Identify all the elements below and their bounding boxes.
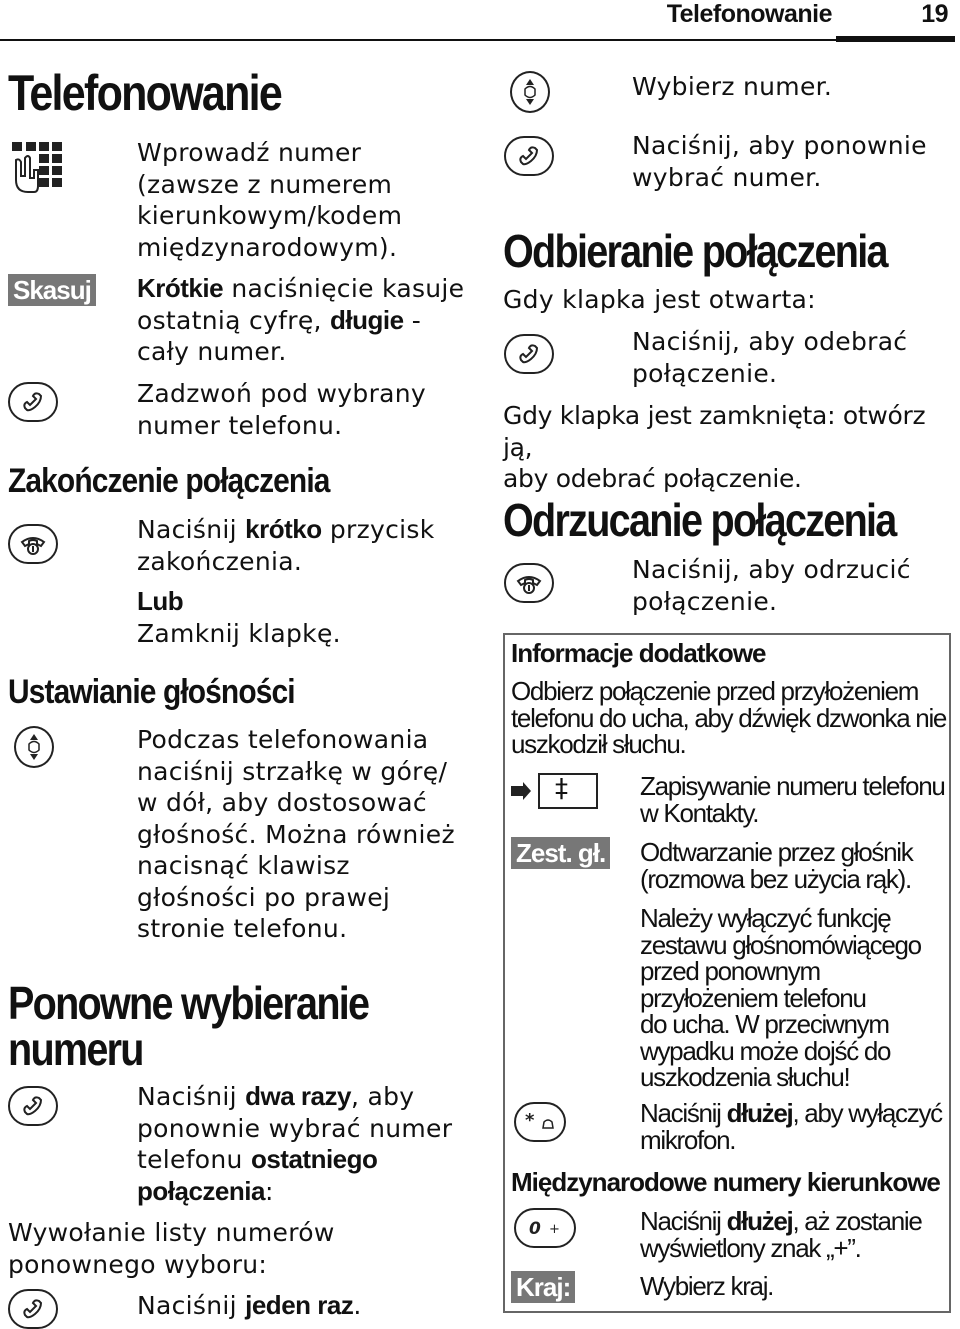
call-key-icon[interactable]: [504, 334, 554, 374]
end-call-text: Naciśnij krótko przycisk zakończenia. Lub Zamknij klapkę.: [137, 514, 435, 648]
redial-list-text: Wywołanie listy numerów ponownego wyboru:: [8, 1218, 335, 1279]
info-box-heading: Informacje dodatkowe: [511, 638, 766, 668]
country-text: Wybierz kraj.: [640, 1271, 774, 1301]
redial-text: Naciśnij dwa razy, aby ponownie wybrać numer telefonu ostatniego połączenia:: [137, 1081, 453, 1206]
flip-closed-text: Gdy klapka jest zamknięta: otwórz ją, aby odebrać połączenie.: [503, 401, 926, 493]
zero-key-icon[interactable]: [514, 1208, 576, 1248]
redial-again-text: Naciśnij, aby ponownie wybrać numer.: [632, 131, 927, 192]
section-heading-answer: Odbieranie połączenia: [503, 225, 887, 277]
info-box-text: Odbierz połączenie przed przyłożeniem telefonu do ucha, aby dźwięk dzwonka nie uszkodził słuchu.: [511, 676, 947, 759]
svg-text:*: *: [525, 1110, 535, 1131]
answer-text: Naciśnij, aby odebrać połączenie.: [632, 327, 908, 388]
header-rule-accent: [836, 36, 955, 42]
call-key-icon[interactable]: [8, 382, 58, 422]
reject-text: Naciśnij, aby odrzucić połączenie.: [632, 555, 911, 616]
call-key-icon[interactable]: [504, 136, 554, 176]
page-title: Telefonowanie: [8, 65, 282, 121]
speaker-text: Odtwarzanie przez głośnik (rozmowa bez użycia rąk).: [640, 837, 913, 894]
section-heading-redial-1: Ponowne wybieranie: [8, 977, 369, 1029]
section-heading-volume: Ustawianie głośności: [8, 673, 295, 711]
section-heading-reject: Odrzucanie połączenia: [503, 494, 896, 546]
nav-key-icon[interactable]: [510, 71, 550, 113]
flip-open-text: Gdy klapka jest otwarta:: [503, 285, 816, 314]
call-text: Zadzwoń pod wybrany numer telefonu.: [137, 379, 427, 440]
section-heading-end-call: Zakończenie połączenia: [8, 462, 330, 500]
country-softkey[interactable]: Kraj:: [511, 1271, 575, 1303]
section-heading-redial-2: numeru: [8, 1023, 143, 1075]
clear-text: Krótkie naciśnięcie kasuje ostatnią cyfrę, długie - cały numer.: [137, 273, 465, 366]
call-key-icon[interactable]: [8, 1086, 58, 1126]
save-contact-text: Zapisywanie numeru telefonu w Kontakty.: [640, 771, 945, 828]
select-number-text: Wybierz numer.: [632, 72, 833, 101]
clear-softkey[interactable]: Skasuj: [8, 274, 96, 306]
intl-codes-text: Naciśnij dłużej, aż zostanie wyświetlony znak „+”.: [640, 1206, 922, 1263]
intl-codes-heading: Międzynarodowe numery kierunkowe: [511, 1167, 940, 1197]
nav-key-icon[interactable]: [14, 726, 54, 768]
save-contact-key[interactable]: [511, 772, 599, 810]
speaker-softkey[interactable]: Zest. gł.: [511, 837, 610, 869]
svg-text:0: 0: [529, 1219, 541, 1239]
speaker-warning-text: Należy wyłączyć funkcję zestawu głośnomówiącego przed ponownym przyłożeniem telefonu do ucha. W przeciwnym wypadku może dojść do uszkodzenia słuchu!: [640, 903, 921, 1092]
save-softkey-symbol: ‡: [555, 774, 568, 804]
header-rule: [0, 39, 955, 41]
call-key-icon[interactable]: [8, 1289, 58, 1329]
mute-text: Naciśnij dłużej, aby wyłączyć mikrofon.: [640, 1098, 942, 1155]
running-header-title: Telefonowanie: [666, 0, 832, 28]
end-key-icon[interactable]: [504, 563, 554, 603]
keypad-icon: [8, 140, 64, 196]
page-number: 19: [921, 0, 948, 28]
dial-text: Wprowadź numer (zawsze z numerem kierunkowym/kodem międzynarodowym).: [137, 138, 403, 262]
star-key-icon[interactable]: [514, 1102, 566, 1142]
svg-text:+: +: [549, 1222, 560, 1237]
volume-text: Podczas telefonowania naciśnij strzałkę w górę/ w dół, aby dostosować głośność. Można również nacisnąć klawisz głośności po prawej stronie telefonu.: [137, 725, 455, 943]
press-once-text: Naciśnij jeden raz.: [137, 1290, 362, 1320]
end-key-icon[interactable]: [8, 524, 58, 564]
